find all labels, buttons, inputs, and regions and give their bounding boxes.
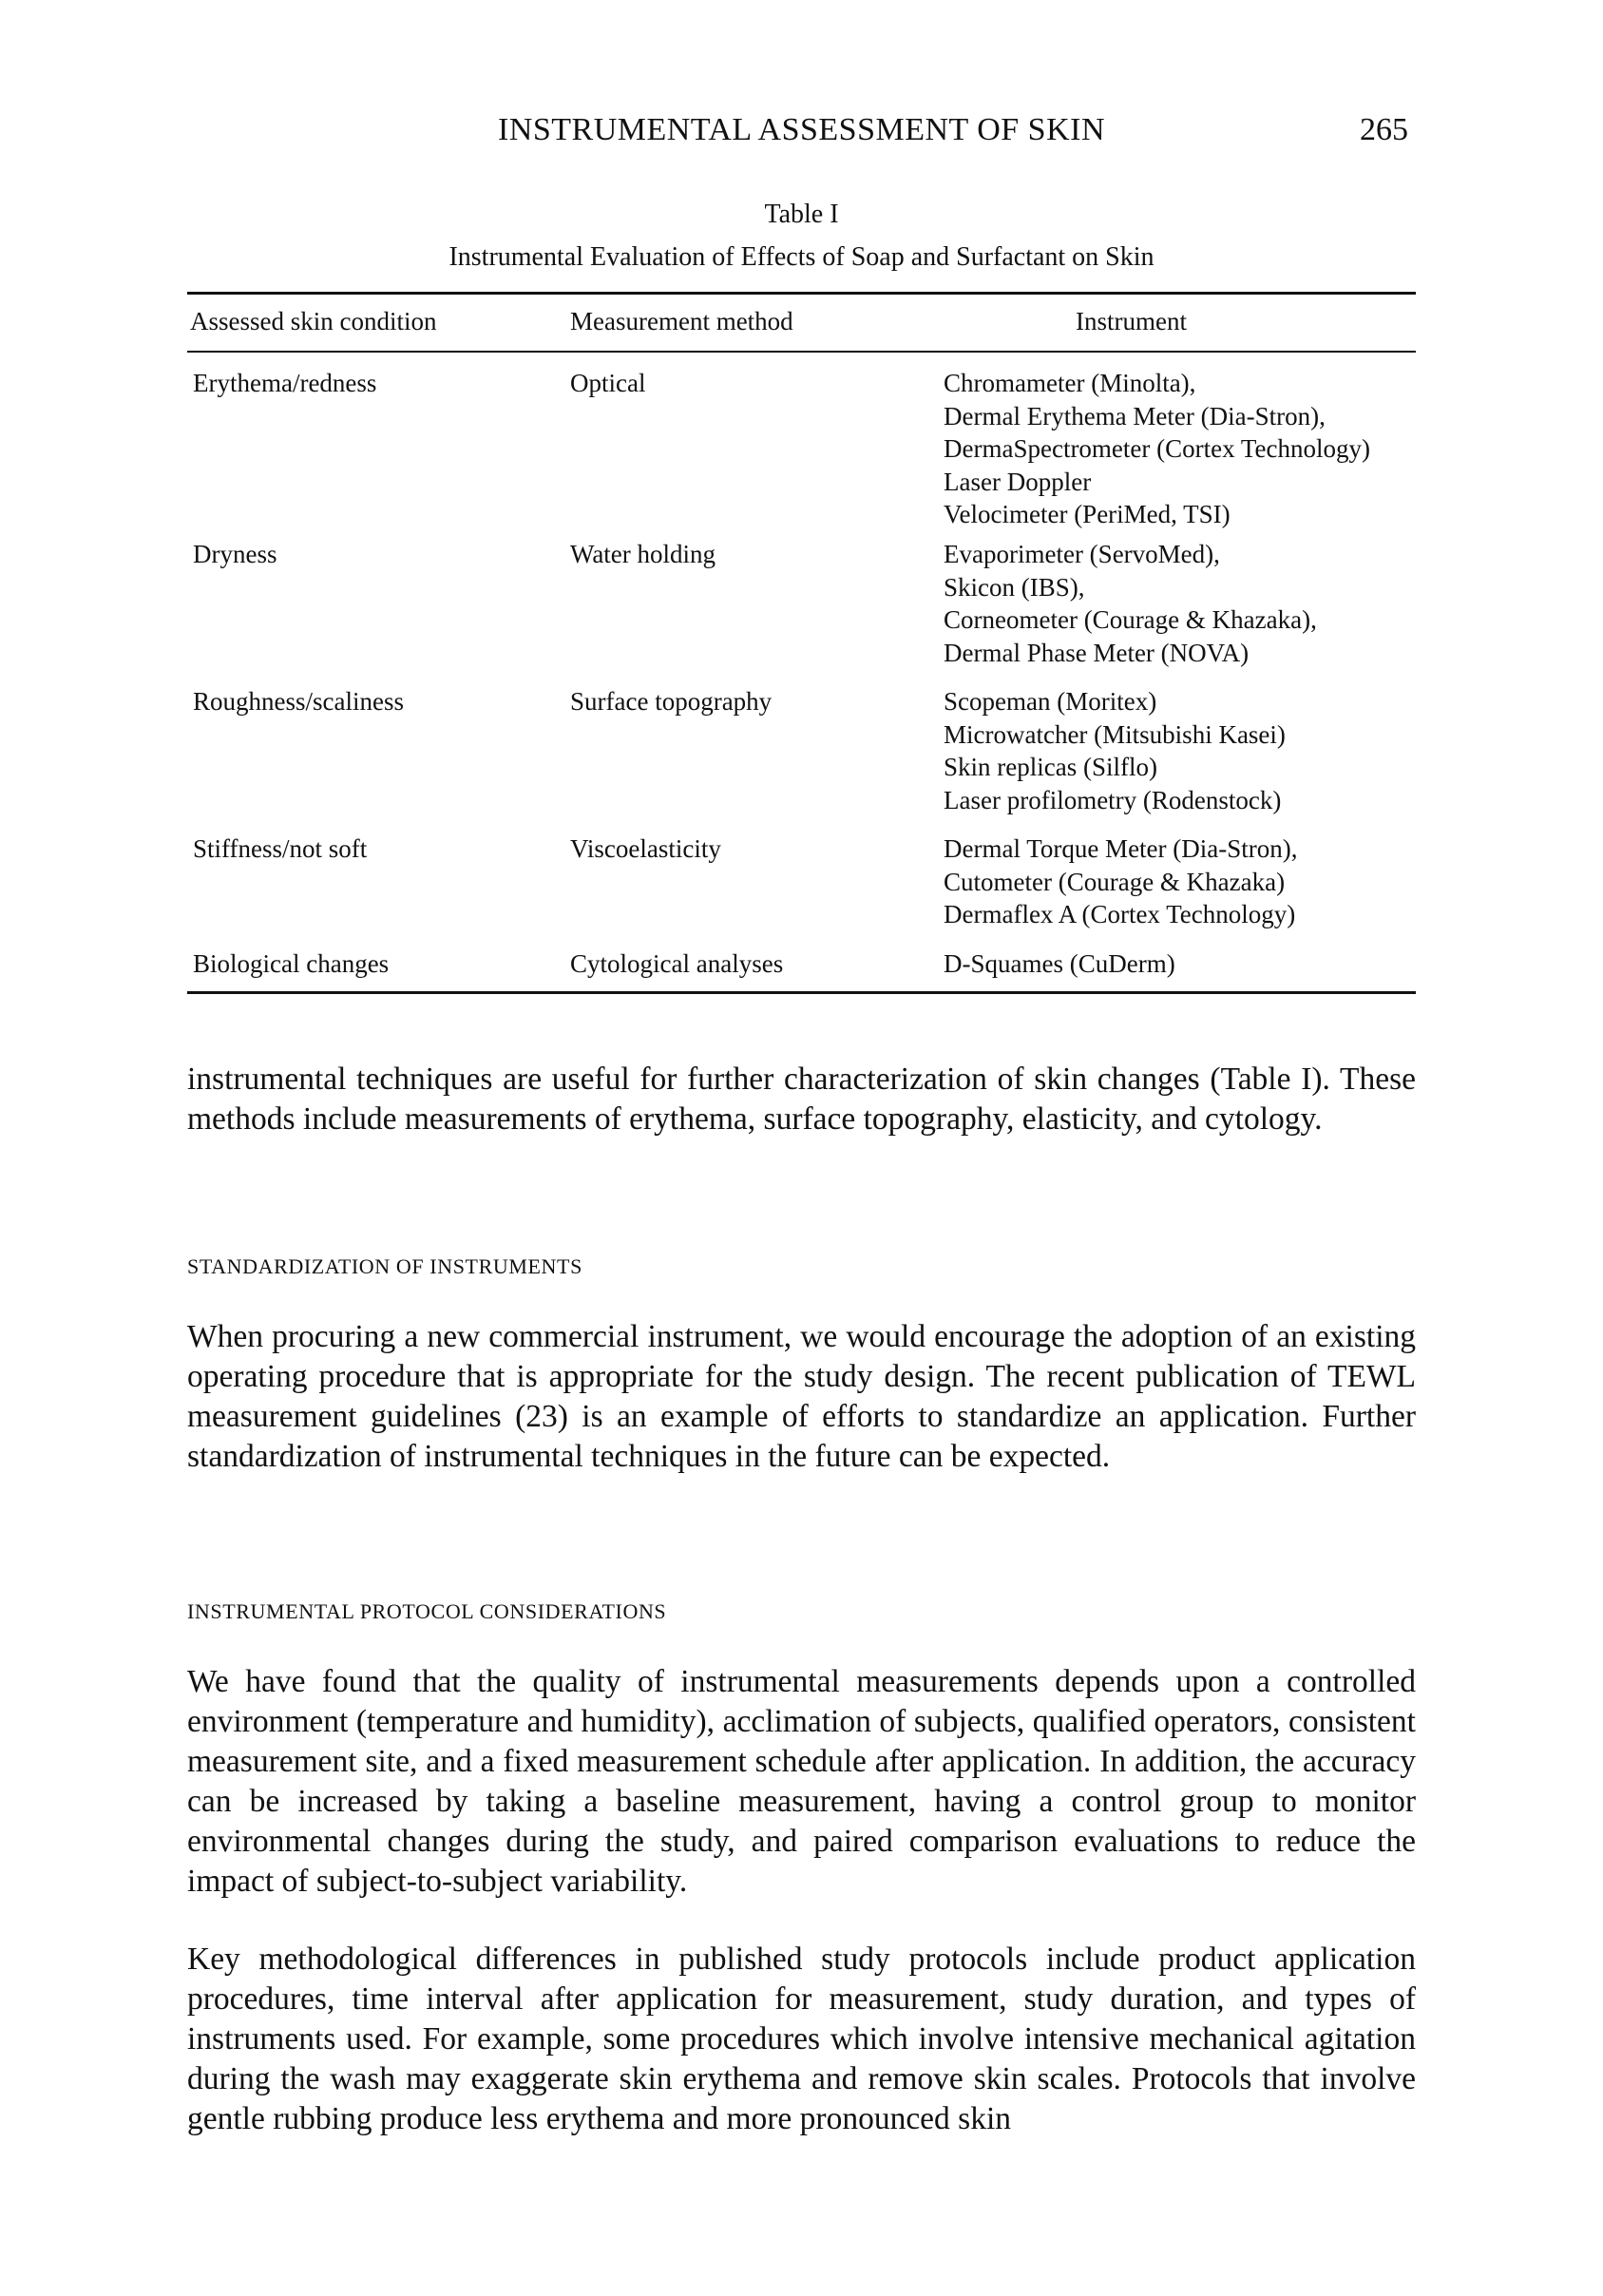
- instrument-item: Microwatcher (Mitsubishi Kasei): [944, 719, 1286, 749]
- instrument-item: DermaSpectrometer (Cortex Technology): [944, 434, 1370, 463]
- paragraph-protocol-1: We have found that the quality of instrumental measurements depends upon a controlled environment (temperature and humidity), acclimation of subjects, qualified operators, consistent measurement site, and a fixed measurement schedule after application. In addition, the accuracy can be increased by taking a baseline measurement, having a control group to monitor environmental changes during the study, and paired comparison evaluations to reduce the impact of subject-to-subject variability.: [187, 1664, 1416, 1899]
- cell-instruments: [944, 367, 1370, 531]
- cell-method: Cytological analyses: [570, 949, 784, 978]
- intro-paragraph: instrumental techniques are useful for further characterization of skin changes (Table I). These methods include measurements of erythema, surface topography, elasticity, and cytology.: [187, 1062, 1416, 1137]
- paragraph-protocol-2: Key methodological differences in published study protocols include product application procedures, time interval after application for measurement, study duration, and types of instruments used. For example, some procedures which involve intensive mechanical agitation during the wash may exaggerate skin erythema and remove skin scales. Protocols that involve gentle rubbing produce less erythema and more pronounced skin: [187, 1942, 1416, 2136]
- cell-method: Surface topography: [570, 687, 773, 716]
- cell-condition: Biological changes: [193, 949, 390, 978]
- table-header-condition: Assessed skin condition: [190, 307, 437, 335]
- instrument-item: Laser profilometry (Rodenstock): [944, 785, 1282, 814]
- cell-condition: Roughness/scaliness: [193, 687, 404, 716]
- table-bottom-rule: [187, 991, 1416, 994]
- table-top-rule: [187, 292, 1416, 295]
- instrument-item: Dermal Phase Meter (NOVA): [944, 638, 1250, 667]
- instrument-item: Skicon (IBS),: [944, 572, 1085, 602]
- instrument-item: Scopeman (Moritex): [944, 687, 1157, 716]
- instrument-item: D-Squames (CuDerm): [944, 949, 1175, 978]
- page-number: 265: [1360, 112, 1408, 147]
- instrument-item: Laser Doppler: [944, 467, 1092, 496]
- instrument-item: Dermal Torque Meter (Dia-Stron),: [944, 834, 1298, 863]
- table-label: Table I: [764, 200, 839, 229]
- table-caption: Instrumental Evaluation of Effects of Soap and Surfactant on Skin: [448, 242, 1155, 272]
- table-header-method: Measurement method: [570, 307, 793, 335]
- cell-instruments: [944, 832, 1298, 931]
- instrument-item: Dermaflex A (Cortex Technology): [944, 900, 1296, 928]
- cell-condition: Erythema/redness: [193, 369, 377, 397]
- running-title: INSTRUMENTAL ASSESSMENT OF SKIN: [497, 112, 1106, 147]
- cell-instruments: [944, 538, 1317, 669]
- instrument-item: Evaporimeter (ServoMed),: [944, 540, 1220, 568]
- cell-instruments: [944, 947, 1175, 981]
- instrument-item: Dermal Erythema Meter (Dia-Stron),: [944, 401, 1326, 430]
- section-heading-standardization: STANDARDIZATION OF INSTRUMENTS: [187, 1254, 582, 1278]
- cell-method: Optical: [570, 369, 646, 397]
- cell-condition: Stiffness/not soft: [193, 834, 368, 863]
- cell-method: Viscoelasticity: [570, 834, 721, 863]
- instrument-item: Chromameter (Minolta),: [944, 369, 1196, 397]
- cell-instruments: [944, 685, 1286, 816]
- cell-condition: Dryness: [193, 540, 277, 568]
- table-header-rule: [187, 351, 1416, 353]
- section-heading-protocol: INSTRUMENTAL PROTOCOL CONSIDERATIONS: [187, 1599, 667, 1623]
- instrument-item: Corneometer (Courage & Khazaka),: [944, 605, 1317, 634]
- instrument-item: Cutometer (Courage & Khazaka): [944, 867, 1286, 896]
- instrument-item: Velocimeter (PeriMed, TSI): [944, 500, 1231, 528]
- table-header-instrument: Instrument: [1076, 307, 1187, 335]
- running-head: [187, 112, 1416, 150]
- paragraph-standardization: When procuring a new commercial instrument, we would encourage the adoption of an existing operating procedure that is appropriate for the study design. The recent publication of TEWL measurement guidelines (23) is an example of efforts to standardize an application. Further standardization of instrumental techniques in the future can be expected.: [187, 1319, 1416, 1474]
- instrument-item: Skin replicas (Silflo): [944, 753, 1157, 781]
- cell-method: Water holding: [570, 540, 716, 568]
